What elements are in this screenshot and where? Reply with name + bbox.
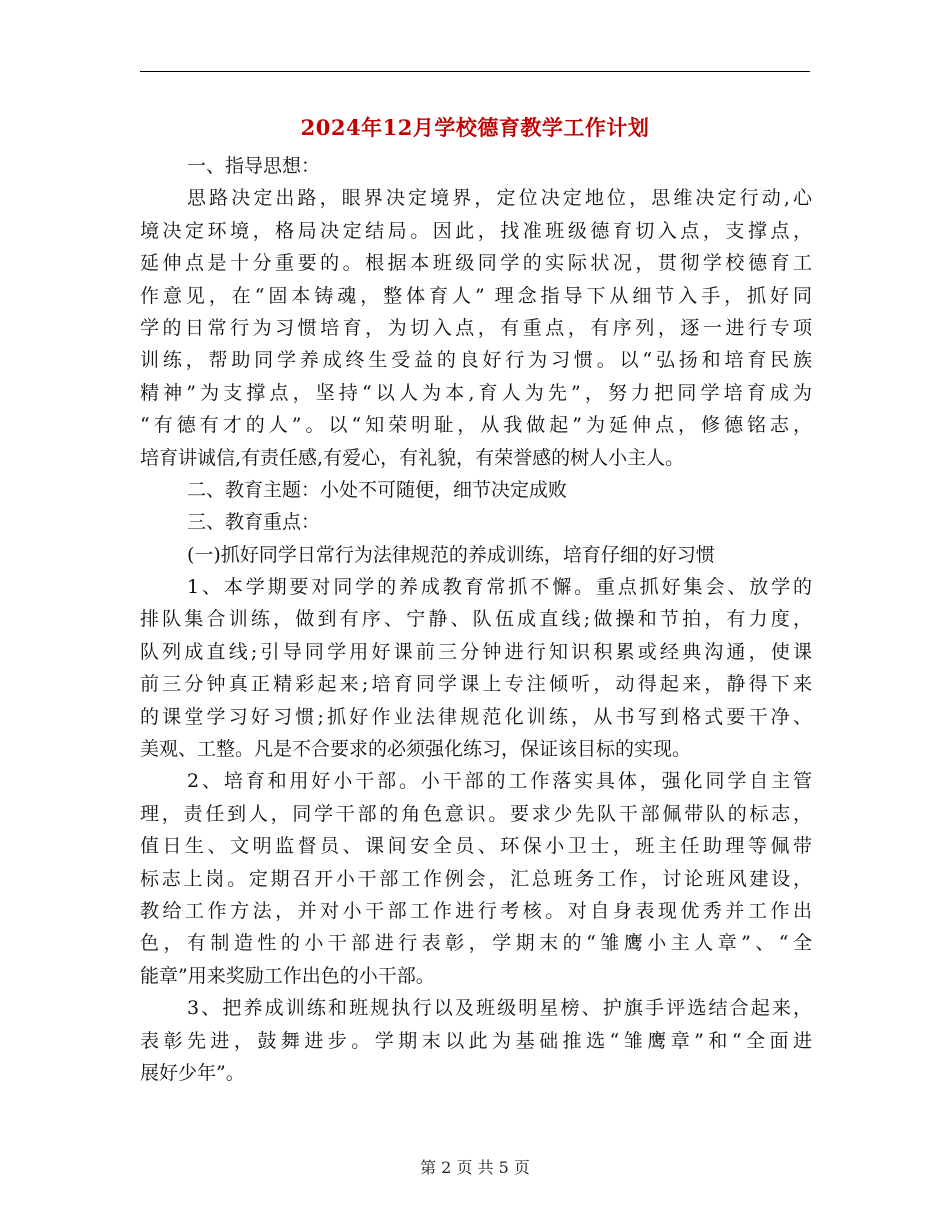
- paragraph-line: 培育讲诚信,有责任感,有爱心，有礼貌，有荣誉感的树人小主人。: [140, 446, 685, 469]
- paragraph-line: (一)抓好同学日常行为法律规范的养成训练，培育仔细的好习惯: [187, 543, 715, 566]
- paragraph-line: 思路决定出路，眼界决定境界，定位决定地位，思维决定行动,心: [187, 187, 812, 210]
- paragraph-line: 表彰先进，鼓舞进步。学期末以此为基础推选“雏鹰章”和“全面进: [140, 1029, 812, 1052]
- paragraph-line: 1、本学期要对同学的养成教育常抓不懈。重点抓好集会、放学的: [187, 576, 812, 599]
- paragraph-line: 美观、工整。凡是不合要求的必须强化练习，保证该目标的实现。: [140, 738, 692, 761]
- paragraph-line: 队列成直线;引导同学用好课前三分钟进行知识积累或经典沟通，使课: [140, 640, 812, 663]
- paragraph-line: 境决定环境，格局决定结局。因此，找准班级德育切入点，支撑点，: [140, 219, 812, 242]
- paragraph-line: 延伸点是十分重要的。根据本班级同学的实际状况，贯彻学校德育工: [140, 252, 812, 275]
- paragraph-line: 教给工作方法，并对小干部工作进行考核。对自身表现优秀并工作出: [140, 899, 812, 922]
- paragraph-line: 理，责任到人，同学干部的角色意识。要求少先队干部佩带队的标志，: [140, 802, 812, 825]
- paragraph-line: 2、培育和用好小干部。小干部的工作落实具体，强化同学自主管: [187, 770, 812, 793]
- paragraph-line: 3、把养成训练和班规执行以及班级明星榜、护旗手评选结合起来，: [187, 997, 812, 1020]
- paragraph-line: 二、教育主题：小处不可随便，细节决定成败: [187, 478, 568, 501]
- paragraph-line: 展好少年”。: [140, 1061, 245, 1084]
- document-body: [140, 150, 812, 1089]
- paragraph-line: 标志上岗。定期召开小干部工作例会，汇总班务工作，讨论班风建设，: [140, 867, 812, 890]
- header-rule: [140, 71, 810, 72]
- paragraph-line: 值日生、文明监督员、课间安全员、环保小卫士，班主任助理等佩带: [140, 835, 812, 858]
- paragraph-line: 能章”用来奖励工作出色的小干部。: [140, 964, 435, 987]
- paragraph-line: 色，有制造性的小干部进行表彰，学期末的“雏鹰小主人章”、“全: [140, 932, 812, 955]
- paragraph-line: 排队集合训练，做到有序、宁静、队伍成直线;做操和节拍，有力度，: [140, 608, 812, 631]
- paragraph-line: 一、指导思想：: [187, 155, 321, 177]
- paragraph-line: 精神”为支撑点，坚持“以人为本,育人为先”，努力把同学培育成为: [140, 381, 812, 404]
- paragraph-line: 三、教育重点：: [187, 511, 321, 534]
- paragraph-line: 训练，帮助同学养成终生受益的良好行为习惯。以“弘扬和培育民族: [140, 349, 812, 372]
- page-number: 第 2 页 共 5 页: [420, 1158, 530, 1177]
- document-title: 2024年12月学校德育教学工作计划: [300, 115, 650, 140]
- paragraph-line: 的课堂学习好习惯;抓好作业法律规范化训练，从书写到格式要干净、: [140, 705, 812, 728]
- paragraph-line: “有德有才的人”。以“知荣明耻，从我做起”为延伸点，修德铭志，: [140, 414, 812, 437]
- paragraph-line: 前三分钟真正精彩起来;培育同学课上专注倾听，动得起来，静得下来: [140, 673, 812, 696]
- paragraph-line: 学的日常行为习惯培育，为切入点，有重点，有序列，逐一进行专项: [140, 316, 812, 339]
- paragraph-line: 作意见，在“固本铸魂，整体育人” 理念指导下从细节入手，抓好同: [140, 284, 812, 307]
